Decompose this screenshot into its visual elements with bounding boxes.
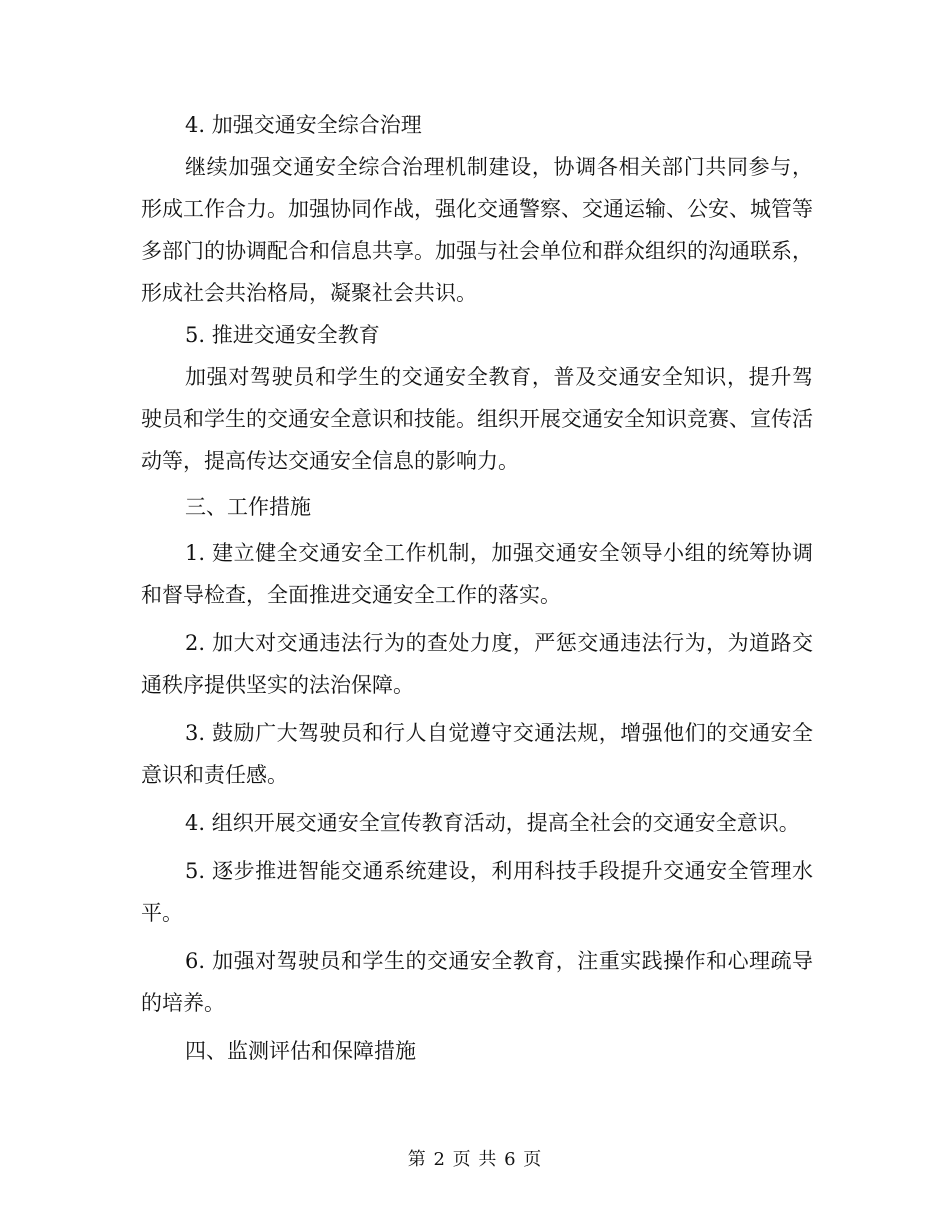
section-heading-monitoring: 四、监测评估和保障措施: [185, 1039, 416, 1063]
measure-item-4: 4. 组织开展交通安全宣传教育活动，提高全社会的交通安全意识。: [185, 811, 800, 835]
measure-item-2: 2. 加大对交通违法行为的查处力度，严惩交通违法行为，为道路交通秩序提供坚实的法治保障。: [141, 631, 813, 697]
measure-item-6: 6. 加强对驾驶员和学生的交通安全教育，注重实践操作和心理疏导的培养。: [141, 949, 813, 1015]
measure-item-1: 1. 建立健全交通安全工作机制，加强交通安全领导小组的统筹协调和督导检查，全面推进交通安全工作的落实。: [141, 541, 813, 607]
paragraph-governance: 继续加强交通安全综合治理机制建设，协调各相关部门共同参与，形成工作合力。加强协同作战，强化交通警察、交通运输、公安、城管等多部门的协调配合和信息共享。加强与社会单位和群众组织的沟通联系，形成社会共治格局，凝聚社会共识。: [141, 155, 813, 305]
page-number-footer: 第 2 页 共 6 页: [407, 1149, 543, 1170]
document-body: [141, 104, 813, 1072]
measure-item-5: 5. 逐步推进智能交通系统建设，利用科技手段提升交通安全管理水平。: [141, 859, 813, 925]
measure-item-3: 3. 鼓励广大驾驶员和行人自觉遵守交通法规，增强他们的交通安全意识和责任感。: [141, 721, 813, 787]
section-heading-measures: 三、工作措施: [185, 495, 311, 519]
subsection-heading-5: 5. 推进交通安全教育: [185, 323, 380, 347]
subsection-heading-4: 4. 加强交通安全综合治理: [185, 113, 422, 137]
paragraph-education: 加强对驾驶员和学生的交通安全教育，普及交通安全知识，提升驾驶员和学生的交通安全意识和技能。组织开展交通安全知识竞赛、宣传活动等，提高传达交通安全信息的影响力。: [141, 365, 813, 473]
